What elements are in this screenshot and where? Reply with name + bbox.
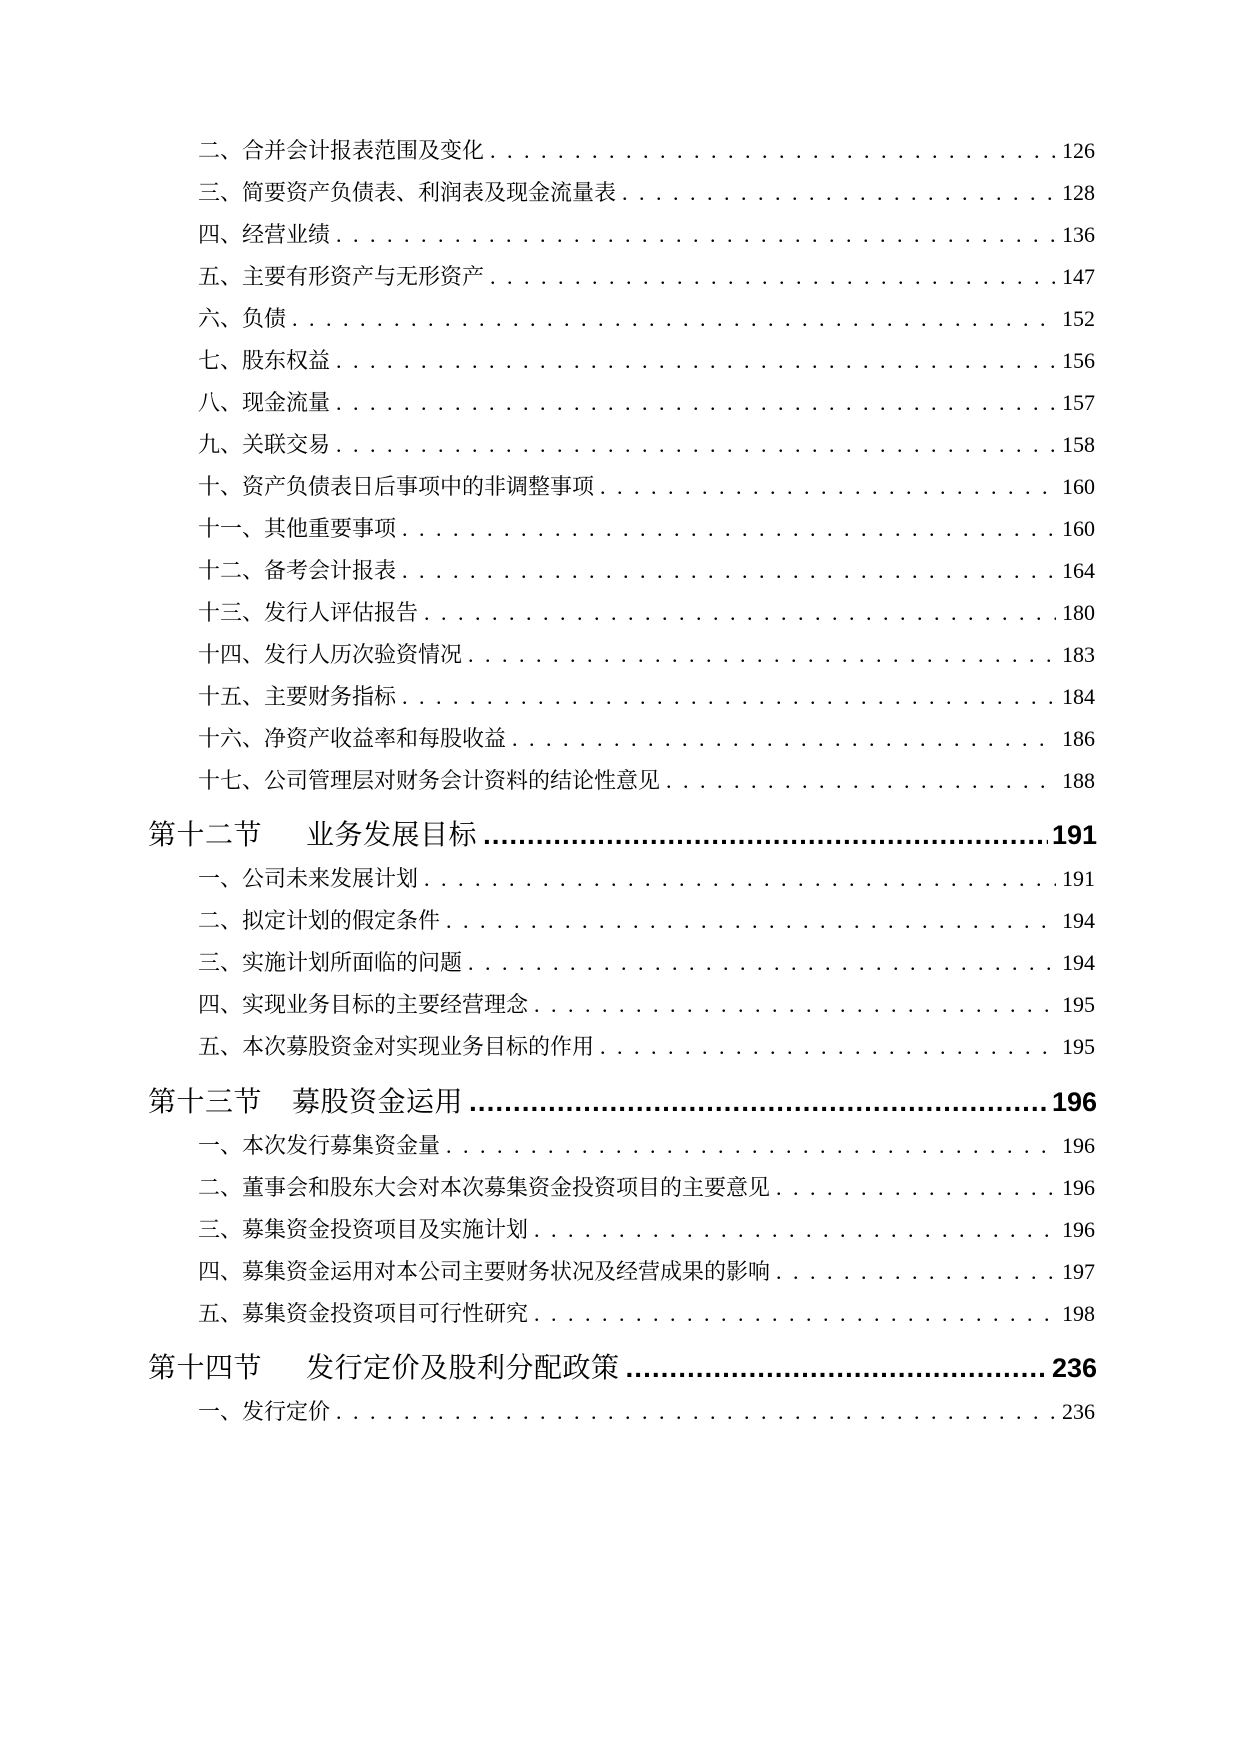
toc-entry-label: 七、股东权益 (198, 349, 331, 374)
toc-entry[interactable] (198, 680, 1095, 712)
toc-entry-page: 160 (1062, 474, 1095, 499)
toc-entry-page: 194 (1062, 908, 1095, 933)
toc-entry-label: 五、本次募股资金对实现业务目标的作用 (198, 1035, 595, 1060)
toc-section-heading[interactable] (148, 1346, 1097, 1386)
toc-entry[interactable] (198, 176, 1095, 208)
toc-entry-label: 十六、净资产收益率和每股收益 (198, 727, 507, 752)
toc-entry-page: 186 (1062, 726, 1095, 751)
toc-entry[interactable] (198, 862, 1095, 894)
toc-entry[interactable] (198, 386, 1095, 418)
toc-entry-page: 191 (1062, 866, 1095, 891)
dot-leader (468, 642, 1056, 668)
dot-leader (512, 726, 1056, 752)
toc-entry-label: 五、募集资金投资项目可行性研究 (198, 1302, 529, 1327)
toc-entry-label: 三、实施计划所面临的问题 (198, 951, 463, 976)
toc-entry-label: 二、合并会计报表范围及变化 (198, 139, 485, 164)
toc-entry-page: 195 (1062, 992, 1095, 1017)
toc-entry-label: 一、发行定价 (198, 1400, 331, 1425)
toc-entry[interactable] (198, 302, 1095, 334)
toc-entry-page: 183 (1062, 642, 1095, 667)
toc-entry-page: 126 (1062, 138, 1095, 163)
toc-entry[interactable] (198, 428, 1095, 460)
toc-entry[interactable] (198, 1297, 1095, 1329)
toc-entry[interactable] (198, 134, 1095, 166)
toc-entry-label: 一、公司未来发展计划 (198, 867, 419, 892)
toc-entry-page: 158 (1062, 432, 1095, 457)
toc-entry[interactable] (198, 554, 1095, 586)
dot-leader (600, 474, 1056, 500)
toc-entry-label: 二、拟定计划的假定条件 (198, 909, 441, 934)
section-page: 236 (1051, 1353, 1097, 1383)
toc-entry-label: 十三、发行人评估报告 (198, 601, 419, 626)
toc-entry[interactable] (198, 946, 1095, 978)
dot-leader (336, 390, 1056, 416)
dot-leader (666, 768, 1056, 794)
toc-entry[interactable] (198, 904, 1095, 936)
toc-entry-page: 194 (1062, 950, 1095, 975)
toc-entry[interactable] (198, 988, 1095, 1020)
toc-entry-page: 147 (1062, 264, 1095, 289)
dot-leader (336, 222, 1056, 248)
toc-entry-page: 156 (1062, 348, 1095, 373)
toc-entry-label: 三、募集资金投资项目及实施计划 (198, 1218, 529, 1243)
toc-entry-page: 164 (1062, 558, 1095, 583)
toc-entry-page: 136 (1062, 222, 1095, 247)
toc-entry-page: 188 (1062, 768, 1095, 793)
toc-entry[interactable] (198, 1171, 1095, 1203)
toc-entry[interactable] (198, 218, 1095, 250)
toc-entry-label: 九、关联交易 (198, 433, 331, 458)
toc-entry-page: 157 (1062, 390, 1095, 415)
toc-entry[interactable] (198, 512, 1095, 544)
toc-entry-page: 180 (1062, 600, 1095, 625)
toc-entry[interactable] (198, 764, 1095, 796)
section-number: 第十三节 (148, 1085, 263, 1118)
toc-entry-page: 197 (1062, 1259, 1095, 1284)
toc-entry-label: 十二、备考会计报表 (198, 559, 397, 584)
toc-entry-label: 三、简要资产负债表、利润表及现金流量表 (198, 181, 617, 206)
section-number: 第十四节 (148, 1351, 263, 1384)
toc-section-heading[interactable] (148, 813, 1097, 853)
toc-entry-label: 四、募集资金运用对本公司主要财务状况及经营成果的影响 (198, 1260, 771, 1285)
toc-entry-label: 二、董事会和股东大会对本次募集资金投资项目的主要意见 (198, 1176, 771, 1201)
toc-entry[interactable] (198, 1129, 1095, 1161)
section-title: 募股资金运用 (292, 1085, 464, 1118)
dot-leader (534, 1301, 1056, 1327)
dot-leader (336, 432, 1056, 458)
toc-entry-page: 196 (1062, 1217, 1095, 1242)
toc-entry[interactable] (198, 722, 1095, 754)
dot-leader (490, 264, 1056, 290)
toc-entry-label: 四、实现业务目标的主要经营理念 (198, 993, 529, 1018)
dot-leader (534, 992, 1056, 1018)
dot-leader (600, 1034, 1056, 1060)
toc-section-heading[interactable] (148, 1080, 1097, 1120)
toc-entry-page: 196 (1062, 1175, 1095, 1200)
section-number: 第十二节 (148, 818, 263, 851)
toc-entry[interactable] (198, 1213, 1095, 1245)
toc-entry[interactable] (198, 260, 1095, 292)
dot-leader (469, 1086, 1048, 1118)
toc-entry-label: 六、负债 (198, 307, 287, 332)
toc-entry-label: 十、资产负债表日后事项中的非调整事项 (198, 475, 595, 500)
dot-leader (336, 348, 1056, 374)
toc-entry[interactable] (198, 638, 1095, 670)
dot-leader (424, 600, 1056, 626)
toc-entry[interactable] (198, 1255, 1095, 1287)
dot-leader (776, 1175, 1056, 1201)
toc-entry[interactable] (198, 1395, 1095, 1427)
dot-leader (626, 1352, 1048, 1384)
toc-entry[interactable] (198, 344, 1095, 376)
toc-entry-page: 128 (1062, 180, 1095, 205)
toc-entry-label: 五、主要有形资产与无形资产 (198, 265, 485, 290)
dot-leader (424, 866, 1056, 892)
toc-entry-label: 十四、发行人历次验资情况 (198, 643, 463, 668)
toc-entry[interactable] (198, 470, 1095, 502)
dot-leader (402, 558, 1056, 584)
dot-leader (402, 684, 1056, 710)
section-page: 191 (1051, 820, 1097, 850)
toc-entry-page: 184 (1062, 684, 1095, 709)
toc-entry-page: 195 (1062, 1034, 1095, 1059)
toc-entry-page: 152 (1062, 306, 1095, 331)
dot-leader (292, 306, 1056, 332)
toc-entry-page: 160 (1062, 516, 1095, 541)
dot-leader (534, 1217, 1056, 1243)
dot-leader (446, 908, 1056, 934)
toc-entry[interactable] (198, 1030, 1095, 1062)
dot-leader (776, 1259, 1056, 1285)
toc-entry-label: 四、经营业绩 (198, 223, 331, 248)
toc-entry-label: 十五、主要财务指标 (198, 685, 397, 710)
toc-entry-label: 十七、公司管理层对财务会计资料的结论性意见 (198, 769, 661, 794)
dot-leader (402, 516, 1056, 542)
section-page: 196 (1051, 1087, 1097, 1117)
dot-leader (622, 180, 1056, 206)
toc-entry[interactable] (198, 596, 1095, 628)
dot-leader (490, 138, 1056, 164)
dot-leader (446, 1133, 1056, 1159)
dot-leader (468, 950, 1056, 976)
dot-leader (336, 1399, 1056, 1425)
section-title: 发行定价及股利分配政策 (306, 1351, 620, 1384)
toc-entry-label: 一、本次发行募集资金量 (198, 1134, 441, 1159)
toc-entry-page: 196 (1062, 1133, 1095, 1158)
toc-entry-label: 十一、其他重要事项 (198, 517, 397, 542)
toc-entry-page: 198 (1062, 1301, 1095, 1326)
dot-leader (483, 819, 1048, 851)
toc-entry-page: 236 (1062, 1399, 1095, 1424)
section-title: 业务发展目标 (306, 818, 478, 851)
toc-entry-label: 八、现金流量 (198, 391, 331, 416)
